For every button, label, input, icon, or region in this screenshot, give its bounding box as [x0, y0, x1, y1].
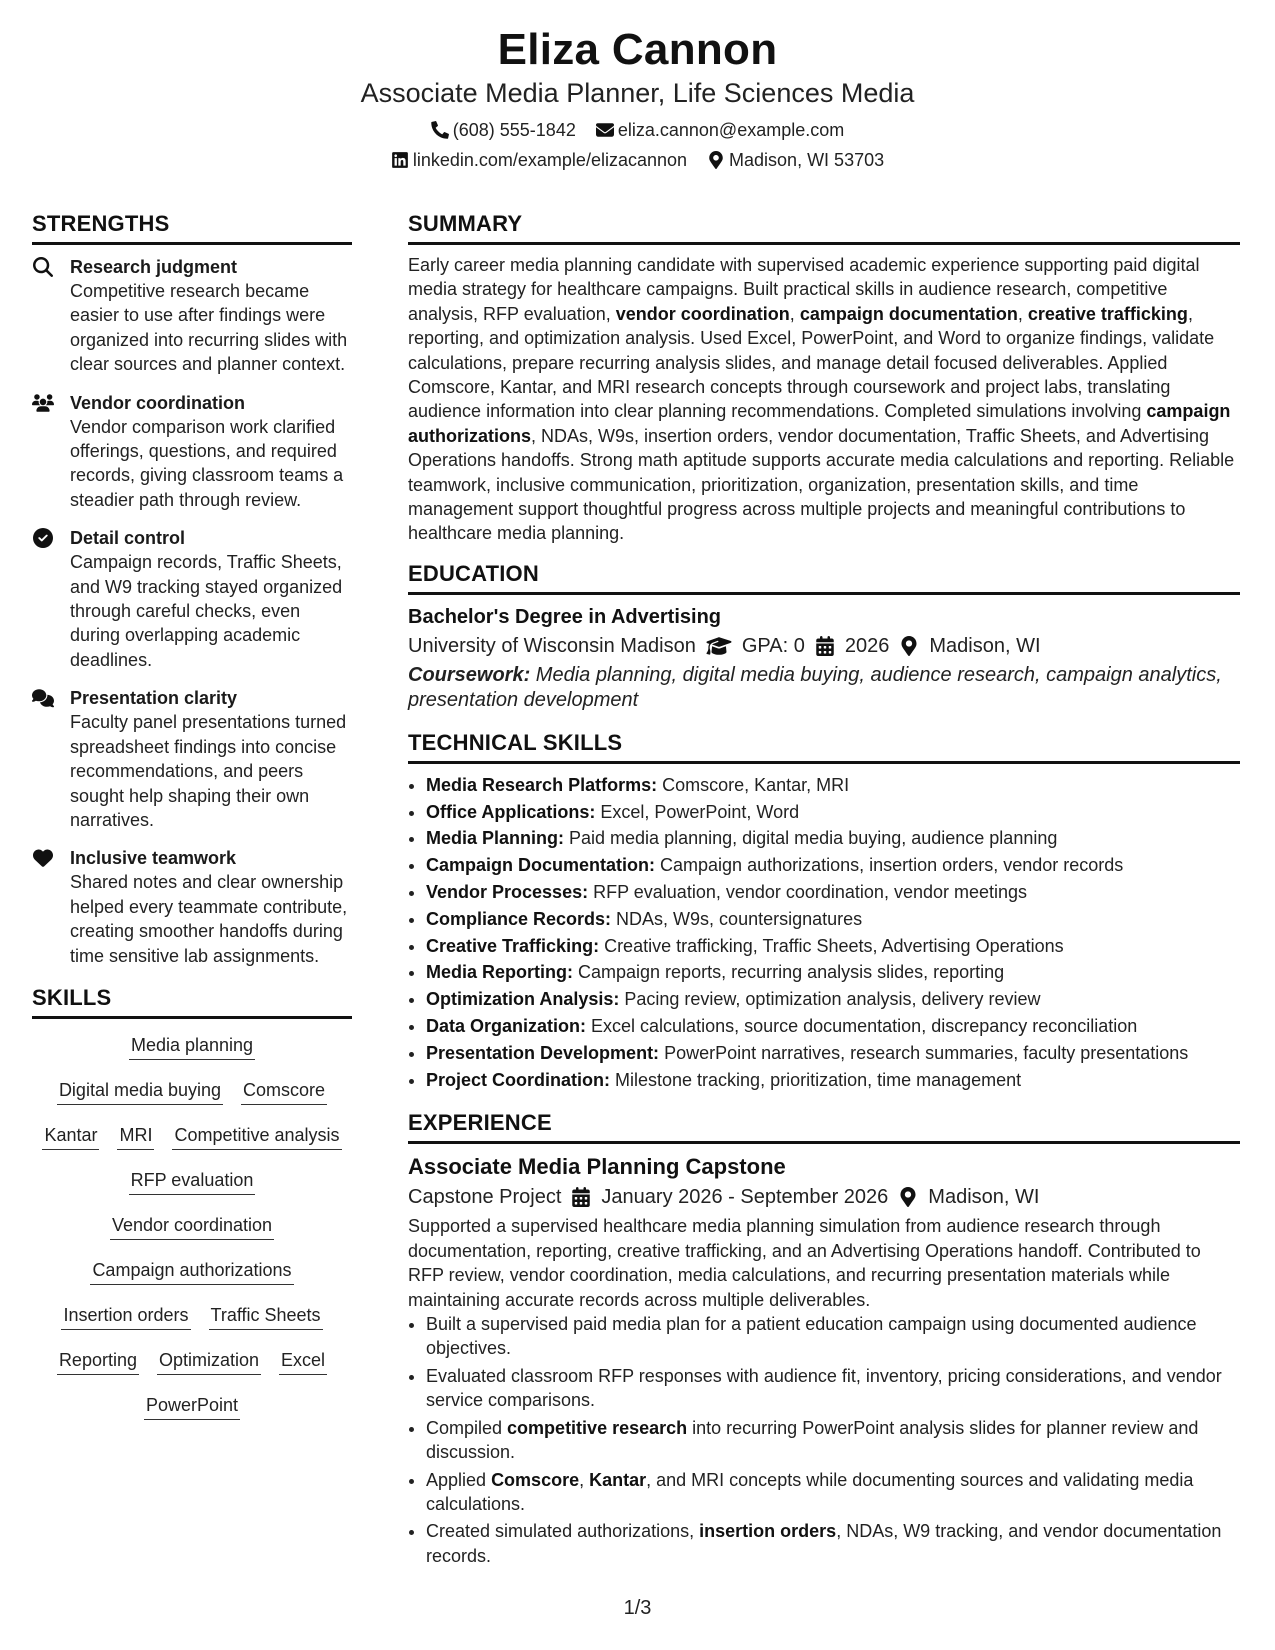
technical-skill-value: Excel, PowerPoint, Word — [595, 801, 800, 822]
skill-tag: Kantar — [42, 1123, 99, 1150]
strength-item — [32, 846, 352, 968]
emphasis-text: Comscore — [491, 1469, 580, 1490]
experience-meta — [408, 1182, 1240, 1212]
text-run: , reporting, and optimization analysis. Used Excel, PowerPoint, and Word to organize findings, validate calculations, prepare recurring analysis slides, and manage detail focused deliverables. Applied Comscore, Kantar, and MRI research concepts through coursework and project labs, translating audience information into clear planning recommendations. Completed simulations involving — [408, 303, 1215, 422]
coursework — [408, 663, 1240, 713]
graduation-cap-icon — [706, 636, 732, 656]
technical-skills-list — [408, 772, 1240, 1094]
map-pin-icon — [899, 636, 919, 656]
skill-tag: PowerPoint — [144, 1393, 240, 1420]
coursework-label: Coursework: — [408, 663, 531, 686]
skill-tag: Traffic Sheets — [209, 1303, 323, 1330]
strength-title: Inclusive teamwork — [70, 848, 237, 869]
technical-skill-item — [426, 986, 1240, 1013]
technical-skill-value: Pacing review, optimization analysis, delivery review — [619, 989, 1041, 1010]
skills-heading: SKILLS — [32, 984, 352, 1019]
technical-skills-heading: TECHNICAL SKILLS — [408, 729, 1240, 764]
skill-tag: Optimization — [157, 1348, 261, 1375]
technical-skill-value: Creative trafficking, Traffic Sheets, Advertising Operations — [599, 935, 1064, 956]
text-run: , — [579, 1469, 590, 1490]
technical-skill-item — [426, 1067, 1240, 1094]
skill-tag: Campaign authorizations — [90, 1258, 293, 1285]
experience-heading: EXPERIENCE — [408, 1109, 1240, 1144]
strength-text: Campaign records, Traffic Sheets, and W9 tracking stayed organized through careful checks, even during overlapping academic deadlines. — [70, 552, 343, 670]
emphasis-text: creative trafficking — [1027, 303, 1188, 324]
technical-skill-item — [426, 772, 1240, 799]
text-run: Early career media planning candidate with supervised academic experience supporting paid digital media strategy for healthcare campaigns. Built practical skills in audience research, competitive analysis, RFP evaluation, — [408, 255, 1200, 324]
text-run: Compiled — [426, 1417, 508, 1438]
comments-icon — [32, 688, 54, 708]
strength-item — [32, 686, 352, 832]
contact-email[interactable] — [596, 118, 844, 142]
technical-skill-value: Comscore, Kantar, MRI — [657, 774, 850, 795]
phone-icon — [431, 121, 449, 139]
emphasis-text: vendor coordination — [615, 303, 790, 324]
left-column — [32, 210, 352, 1438]
education-location: Madison, WI — [929, 634, 1041, 657]
linkedin-icon — [391, 151, 409, 169]
technical-skill-label: Compliance Records: — [426, 908, 612, 929]
text-run: , NDAs, W9s, insertion orders, vendor documentation, Traffic Sheets, and Advertising Operations handoffs. Strong math aptitude supports accurate media calculations and reporting. Reliable teamwork, inclusive communication, prioritization, organization, presentation skills, and time management support thoughtful progress across multiple projects and meaningful contributions to healthcare media planning. — [408, 425, 1235, 544]
experience-bullets — [408, 1312, 1240, 1568]
technical-skill-item — [426, 879, 1240, 906]
skill-tag: Vendor coordination — [110, 1213, 274, 1240]
map-pin-icon — [707, 151, 725, 169]
experience-location: Madison, WI — [928, 1186, 1040, 1209]
text-run: , — [1017, 303, 1028, 324]
technical-skill-label: Data Organization: — [426, 1016, 587, 1037]
technical-skill-value: Campaign reports, recurring analysis slides, reporting — [573, 962, 1005, 983]
text-run: Evaluated classroom RFP responses with audience fit, inventory, pricing considerations, and vendor service comparisons. — [426, 1365, 1222, 1411]
experience-bullet — [426, 1468, 1240, 1517]
page-number: 1/3 — [623, 1597, 652, 1619]
map-pin-icon — [898, 1187, 918, 1207]
strength-text: Shared notes and clear ownership helped every teammate contribute, creating smoother handoffs during time sensitive lab assignments. — [70, 872, 348, 966]
technical-skill-item — [426, 1013, 1240, 1040]
emphasis-text: competitive research — [507, 1417, 688, 1438]
technical-skill-label: Vendor Processes: — [426, 882, 589, 903]
strength-item — [32, 255, 352, 377]
envelope-icon — [596, 121, 614, 139]
experience-title: Associate Media Planning Capstone — [408, 1154, 786, 1180]
degree-name: Bachelor's Degree in Advertising — [408, 605, 721, 628]
technical-skill-value: Milestone tracking, prioritization, time management — [610, 1069, 1022, 1090]
experience-bullet — [426, 1416, 1240, 1465]
emphasis-text: campaign authorizations — [408, 401, 1231, 446]
coursework-text: Media planning, digital media buying, audience research, campaign analytics, presentation development — [408, 663, 1222, 711]
emphasis-text: insertion orders — [699, 1521, 837, 1542]
experience-org: Capstone Project — [408, 1186, 562, 1209]
text-run: , NDAs, W9 tracking, and vendor documentation records. — [426, 1521, 1222, 1566]
technical-skill-item — [426, 959, 1240, 986]
school-name: University of Wisconsin Madison — [408, 634, 696, 657]
skill-tag: Digital media buying — [57, 1078, 223, 1105]
skill-tag: Insertion orders — [61, 1303, 190, 1330]
technical-skill-label: Optimization Analysis: — [426, 989, 620, 1010]
technical-skill-item — [426, 825, 1240, 852]
skill-tag: Reporting — [57, 1348, 139, 1375]
experience-bullet — [426, 1312, 1240, 1361]
heart-icon — [32, 848, 54, 868]
skill-tag: RFP evaluation — [129, 1168, 256, 1195]
text-run: , — [789, 303, 800, 324]
check-circle-icon — [32, 528, 54, 548]
experience-bullet — [426, 1519, 1240, 1568]
emphasis-text: Kantar — [589, 1469, 647, 1490]
technical-skill-item — [426, 852, 1240, 879]
strength-title: Presentation clarity — [70, 688, 238, 709]
text-run: , and MRI concepts while documenting sources and validating media calculations. — [426, 1469, 1194, 1514]
contact-row-1 — [0, 118, 1275, 142]
strength-title: Research judgment — [70, 257, 238, 277]
contact-location — [707, 148, 884, 172]
technical-skill-label: Campaign Documentation: — [426, 855, 656, 876]
contact-phone — [431, 118, 576, 142]
calendar-icon — [815, 636, 835, 656]
technical-skill-item — [426, 906, 1240, 933]
text-run: Built a supervised paid media plan for a patient education campaign using documented audience objectives. — [426, 1314, 1197, 1359]
technical-skill-label: Creative Trafficking: — [426, 935, 600, 956]
technical-skill-value: NDAs, W9s, countersignatures — [611, 908, 863, 929]
technical-skill-item — [426, 799, 1240, 826]
search-icon — [32, 257, 54, 277]
contact-row-2 — [0, 148, 1275, 172]
technical-skill-label: Project Coordination: — [426, 1069, 610, 1090]
skill-tag: Media planning — [129, 1033, 255, 1060]
skill-tag: Competitive analysis — [172, 1123, 341, 1150]
technical-skill-label: Presentation Development: — [426, 1042, 660, 1063]
technical-skill-label: Office Applications: — [426, 801, 596, 822]
summary-heading: SUMMARY — [408, 210, 1240, 245]
skill-tag: MRI — [117, 1123, 154, 1150]
phone-text: (608) 555-1842 — [452, 120, 576, 140]
right-column — [408, 210, 1240, 1571]
experience-dates: January 2026 - September 2026 — [601, 1186, 889, 1209]
candidate-title: Associate Media Planner, Life Sciences Media — [360, 78, 915, 108]
technical-skill-item — [426, 1040, 1240, 1067]
linkedin-text: linkedin.com/example/elizacannon — [412, 150, 688, 170]
text-run: Created simulated authorizations, — [426, 1521, 700, 1542]
technical-skill-label: Media Research Platforms: — [426, 774, 658, 795]
technical-skill-label: Media Planning: — [426, 828, 565, 849]
experience-description: Supported a supervised healthcare media planning simulation from audience research through documentation, reporting, creative trafficking, and an Advertising Operations handoff. Contributed to RFP review, vendor coordination, media calculations, and recurring presentation materials while maintaining accurate records across multiple deliverables. — [408, 1216, 1201, 1310]
technical-skill-item — [426, 933, 1240, 960]
technical-skill-value: Paid media planning, digital media buying, audience planning — [564, 828, 1058, 849]
location-text: Madison, WI 53703 — [729, 150, 885, 170]
education-meta — [408, 631, 1240, 661]
candidate-name: Eliza Cannon — [497, 25, 778, 74]
strengths-heading: STRENGTHS — [32, 210, 352, 245]
summary-text — [408, 253, 1240, 546]
strength-text: Competitive research became easier to use after findings were organized into recurring slides with clear sources and planner context. — [70, 281, 348, 375]
contact-linkedin[interactable] — [391, 148, 687, 172]
technical-skill-label: Media Reporting: — [426, 962, 573, 983]
emphasis-text: campaign documentation — [799, 303, 1018, 324]
strength-text: Vendor comparison work clarified offerings, questions, and required records, giving classroom teams a steadier path through review. — [70, 416, 344, 510]
education-heading: EDUCATION — [408, 560, 1240, 595]
technical-skill-value: Campaign authorizations, insertion orders, vendor records — [655, 855, 1124, 876]
technical-skill-value: RFP evaluation, vendor coordination, vendor meetings — [588, 882, 1028, 903]
graduation-year: 2026 — [844, 634, 890, 657]
strength-item — [32, 391, 352, 513]
skill-tag: Excel — [279, 1348, 327, 1375]
technical-skill-value: Excel calculations, source documentation, discrepancy reconciliation — [586, 1016, 1138, 1037]
skill-tag: Comscore — [241, 1078, 327, 1105]
strength-title: Detail control — [70, 528, 186, 549]
gpa-text: GPA: 0 — [741, 634, 805, 657]
text-run: Applied — [426, 1469, 492, 1490]
resume-header — [0, 22, 1275, 172]
users-icon — [32, 393, 54, 413]
text-run: into recurring PowerPoint analysis slides for planner review and discussion. — [426, 1417, 1199, 1463]
technical-skill-value: PowerPoint narratives, research summaries, faculty presentations — [659, 1042, 1189, 1063]
email-text: eliza.cannon@example.com — [617, 120, 845, 140]
skills-tag-list — [32, 1029, 352, 1438]
calendar-icon — [571, 1187, 591, 1207]
experience-bullet — [426, 1364, 1240, 1413]
strength-text: Faculty panel presentations turned spreadsheet findings into concise recommendations, and peers sought help shaping their own narratives. — [70, 712, 347, 830]
strength-item — [32, 526, 352, 672]
strength-title: Vendor coordination — [70, 392, 246, 413]
